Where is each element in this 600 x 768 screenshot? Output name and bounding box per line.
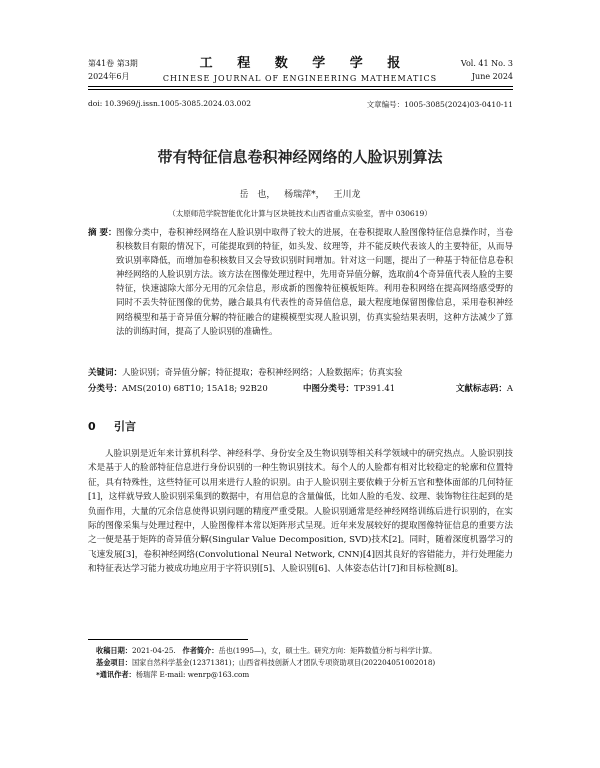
doi: doi: 10.3969/j.issn.1005-3085.2024.03.002 bbox=[88, 99, 251, 108]
intro-paragraph: 人脸识别是近年来计算机科学、神经科学、身份安全及生物识别等相关科学领域中的研究热点。人脸识别技术是基于人的脸部特征信息进行身份识别的一种生物识别技术。每个人的人脸都有相对比较稳定的轮廓和位置特征，具有特殊性，这些特征可以用来进行人脸的识别。由于人脸识别主要依赖于分析五官和整体面部的几何特征[1]，这样就导致人脸识别采集到的数据中，有用信息的含量偏低，比如人脸的毛发、纹理、装饰物往往起到的是负面作用，大量的冗余信息使得识别问题的精度严重受限。人脸识别通常是经神经网络训练后进行识别的，在实际的图像采集与处理过程中，人脸图像样本常以矩阵形式呈现。近年来发展较好的提取图像特征信息的重要方法之一便是基于矩阵的奇异值分解(Singular Value Decomposition, SVD)技术[2]。同时，随着深度机器学习的飞速发展[3]，卷积神经网络(Convolutional Neural Network, CNN)[4]因其良好的容错能力，并行处理能力和特征表达学习能力被成功地应用于字符识别[5]、人脸识别[6]、人体姿态估计[7]和目标检测[8]。 bbox=[88, 449, 513, 575]
code-value: A bbox=[506, 384, 513, 394]
clc-label: 中图分类号： bbox=[303, 384, 355, 394]
ams-label: 分类号： bbox=[88, 384, 123, 394]
ams-value: AMS(2010) 68T10; 15A18; 92B20 bbox=[122, 384, 268, 394]
affiliation: （太原师范学院智能优化计算与区块链技术山西省重点实验室，晋中 030619） bbox=[168, 209, 432, 218]
corresponding-label: *通讯作者： bbox=[96, 669, 136, 679]
date-cn: 2024年6月 bbox=[88, 72, 130, 81]
received-label: 收稿日期： bbox=[96, 646, 132, 655]
journal-title-cn: 工 程 数 学 学 报 bbox=[199, 56, 401, 71]
received-date: 2021-04-25. bbox=[131, 646, 176, 655]
code-label: 文献标志码： bbox=[455, 384, 507, 394]
paper-title: 带有特征信息卷积神经网络的人脸识别算法 bbox=[157, 148, 443, 166]
authors: 岳 也， 杨瑞萍*， 王川龙 bbox=[239, 190, 361, 200]
footnote-corresponding bbox=[96, 669, 513, 681]
section-heading bbox=[88, 418, 136, 434]
header-left bbox=[88, 57, 138, 83]
header-rule-thick bbox=[88, 86, 513, 87]
footnote-rule bbox=[88, 639, 248, 640]
section-title: 引言 bbox=[114, 420, 136, 433]
ams-classification bbox=[88, 382, 268, 394]
footnote-fund bbox=[96, 657, 513, 669]
abstract-text: 图像分类中，卷积神经网络在人脸识别中取得了较大的进展，在卷积提取人脸图像特征信息操作时，当卷积核数目有限的情况下，可能提取到的特征，如头发、纹理等，并不能反映代表该人的主要特征，从而导致识别率降低，而增加卷积核数目又会导致识别时间增加。针对这一问题，提出了一种基于特征信息卷积神经网络的人脸识别方法。该方法在图像处理过程中，先用奇异值分解，选取前4个奇异值代表人脸的主要特征，快速滤除大部分无用的冗余信息，形成新的图像特征模板矩阵。利用卷积网络在提高网络感受野的同时不丢失特征图像的优势，融合最具有代表性的奇异值信息，最大程度地保留图像信息，采用卷积神经网络模型和基于奇异值分解的特征融合的建模模型实现人脸识别，仿真实验结果表明，这种方法减少了算法的训练时间，提高了人脸识别的准确性。 bbox=[116, 228, 513, 337]
section-number: 0 bbox=[88, 420, 96, 433]
header-right bbox=[461, 57, 513, 83]
header-center bbox=[150, 52, 450, 83]
header-rule-thin bbox=[88, 89, 513, 90]
date-en: June 2024 bbox=[471, 72, 513, 81]
author-bio-label: 作者简介： bbox=[182, 646, 219, 655]
footnotes bbox=[96, 645, 513, 680]
volume-issue-cn: 第41卷 第3期 bbox=[88, 59, 138, 68]
abstract-label: 摘 要： bbox=[88, 228, 117, 238]
corresponding-author: 杨瑞萍 E-mail: wenrp@163.com bbox=[135, 669, 250, 679]
footnote-received bbox=[96, 645, 513, 657]
keywords bbox=[88, 366, 513, 378]
classification-line bbox=[88, 382, 513, 394]
author-bio: 岳也(1995—)，女，硕士生。研究方向：矩阵数值分析与科学计算。 bbox=[218, 646, 437, 655]
document-code bbox=[456, 382, 513, 394]
volume-issue-en: Vol. 41 No. 3 bbox=[460, 59, 513, 68]
article-number: 文章编号：1005-3085(2024)03-0410-11 bbox=[366, 100, 513, 109]
fund-label: 基金项目： bbox=[96, 657, 132, 667]
clc-classification bbox=[303, 382, 395, 394]
fund-text: 国家自然科学基金(12371381)；山西省科技创新人才团队专项资助项目(202204051002018) bbox=[131, 657, 436, 667]
keywords-label: 关键词： bbox=[88, 368, 123, 378]
keywords-text: 人脸识别；奇异值分解；特征提取；卷积神经网络；人脸数据库；仿真实验 bbox=[122, 368, 403, 378]
clc-value: TP391.41 bbox=[354, 384, 396, 394]
abstract bbox=[88, 226, 513, 339]
journal-title-en: CHINESE JOURNAL OF ENGINEERING MATHEMATICS bbox=[162, 74, 438, 83]
